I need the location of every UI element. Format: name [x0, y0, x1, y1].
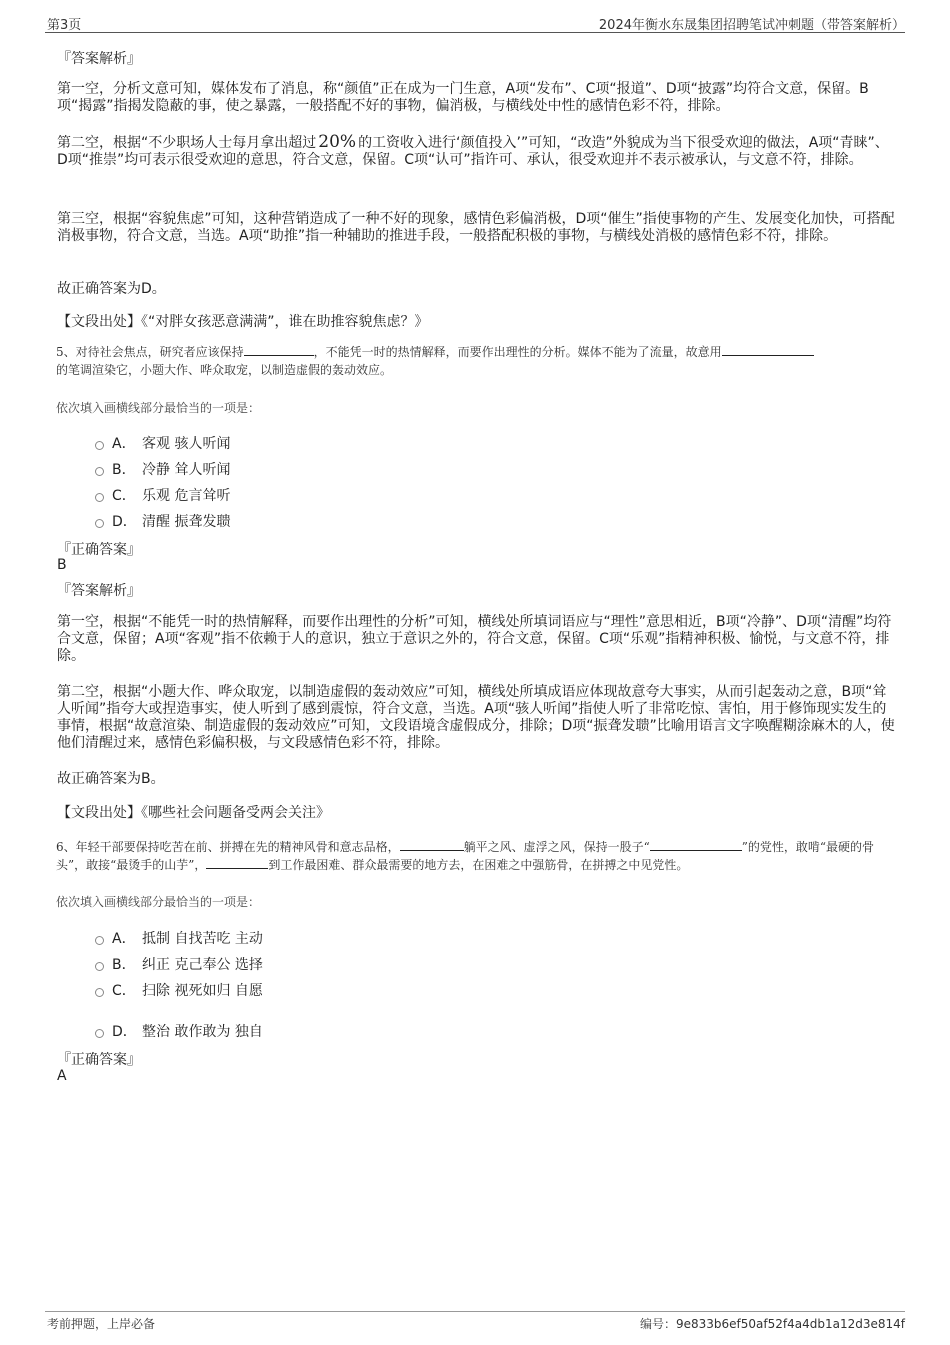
document-title: 2024年衡水东晟集团招聘笔试冲刺题（带答案解析）: [598, 18, 905, 33]
radio-button[interactable]: [95, 988, 104, 997]
option-d[interactable]: D． 整治 敢作敢为 独自: [95, 1021, 263, 1041]
option-c[interactable]: C． 扫除 视死如归 自愿: [95, 980, 263, 1000]
option-a[interactable]: A． 抵制 自找苦吃 主动: [95, 928, 263, 948]
analysis-conclusion: 故正确答案为D。: [57, 281, 166, 297]
radio-button[interactable]: [95, 493, 104, 502]
analysis-paragraph: 第三空，根据“容貌焦虑”可知，这种营销造成了一种不好的现象，感情色彩偏消极，D项“催生”指使事物的产生、发展变化加快，可搭配消极事物，符合文意，当选。A项“助推”指一种辅助的推进手段，一般搭配积极的事物，与横线处消极的感情色彩不符，排除。: [57, 211, 895, 244]
correct-answer-label: 『正确答案』: [57, 1052, 141, 1068]
option-b[interactable]: B． 纠正 克己奉公 选择: [95, 954, 263, 974]
option-d[interactable]: D． 清醒 振聋发聩: [95, 511, 230, 531]
percent-value: 20%: [318, 132, 357, 152]
question-instruction: 依次填入画横线部分最恰当的一项是：: [56, 401, 261, 415]
page-number: 第3页: [47, 18, 82, 33]
option-a[interactable]: A． 客观 骇人听闻: [95, 433, 230, 453]
radio-button[interactable]: [95, 962, 104, 971]
correct-answer-value: B: [57, 557, 67, 573]
radio-button[interactable]: [95, 519, 104, 528]
fill-blank: [650, 838, 742, 851]
analysis-paragraph: 第一空，根据“不能凭一时的热情解释，而要作出理性的分析”可知，横线处所填词语应与“理性”意思相近，B项“冷静”、D项“清醒”均符合文意，保留；A项“客观”指不依赖于人的意识，独立于意识之外的，符合文意，保留。C项“乐观”指精神积极、愉悦，与文意不符，排除。: [57, 614, 892, 664]
question-instruction: 依次填入画横线部分最恰当的一项是：: [56, 895, 261, 909]
question-text: 5、对待社会焦点，研究者应该保持 ，不能凭一时的热情解释，而要作出理性的分析。媒体不能为了流量，故意用 的笔调渲染它，小题大作、哗众取宠，以制造虚假的轰动效应。: [56, 343, 898, 379]
analysis-conclusion: 故正确答案为B。: [57, 771, 165, 787]
question-text: 6、年轻干部要保持吃苦在前、拼搏在先的精神风骨和意志品格， 躺平之风、虚浮之风，保持一股子“ ”的党性，敢啃“最硬的骨头”，敢接“最烫手的山芋”， 到工作最困难、群众最需要的地方去，在困难之中强筋骨，在拼搏之中见党性。: [56, 840, 875, 872]
analysis-paragraph: 第二空，根据“不少职场人士每月拿出超过 20% 的工资收入进行‘颜值投入’”可知，“改造”外貌成为当下很受欢迎的做法，A项“青睐”、D项“推崇”均可表示很受欢迎的意思，符合文意，保留。C项“认可”指许可、承认，很受欢迎并不表示被承认，与文意不符，排除。: [57, 132, 889, 168]
footer-divider: [45, 1311, 905, 1312]
option-b[interactable]: B． 冷静 耸人听闻: [95, 459, 230, 479]
analysis-paragraph: 第一空，分析文意可知，媒体发布了消息，称“颜值”正在成为一门生意，A项“发布”、C项“报道”、D项“披露”均符合文意，保留。B项“揭露”指揭发隐蔽的事，使之暴露，一般搭配不好的事物，偏消极，与横线处中性的感情色彩不符，排除。: [57, 81, 869, 114]
answer-analysis-label: 『答案解析』: [57, 51, 141, 67]
correct-answer-label: 『正确答案』: [57, 542, 141, 558]
radio-button[interactable]: [95, 1029, 104, 1038]
answer-analysis-label: 『答案解析』: [57, 583, 141, 599]
fill-blank: [722, 343, 814, 356]
radio-button[interactable]: [95, 441, 104, 450]
radio-button[interactable]: [95, 936, 104, 945]
header-divider: [45, 32, 905, 33]
fill-blank: [206, 856, 268, 869]
analysis-paragraph: 第二空，根据“小题大作、哗众取宠，以制造虚假的轰动效应”可知，横线处所填成语应体现故意夸大事实，从而引起轰动之意，B项“耸人听闻”指夸大或捏造事实，使人听到了感到震惊，符合文意，当选。A项“骇人听闻”指使人听了非常吃惊、害怕，用于修饰现实发生的事情，根据“故意渲染、制造虚假的轰动效应”可知，文段语境含虚假成分，排除；D项“振聋发聩”比喻用语言文字唤醒糊涂麻木的人，使他们清醒过来，感情色彩偏积极，与文段感情色彩不符，排除。: [57, 684, 895, 751]
source-citation: 【文段出处】《“对胖女孩恶意满满”，谁在助推容貌焦虑？》: [57, 314, 429, 330]
fill-blank: [244, 343, 314, 356]
correct-answer-value: A: [57, 1068, 67, 1084]
option-c[interactable]: C． 乐观 危言耸听: [95, 485, 230, 505]
document-code: 编号：9e833b6ef50af52f4a4db1a12d3e814f: [639, 1317, 905, 1331]
footer-slogan: 考前押题，上岸必备: [47, 1317, 156, 1331]
fill-blank: [400, 838, 464, 851]
radio-button[interactable]: [95, 467, 104, 476]
source-citation: 【文段出处】《哪些社会问题备受两会关注》: [57, 805, 330, 821]
